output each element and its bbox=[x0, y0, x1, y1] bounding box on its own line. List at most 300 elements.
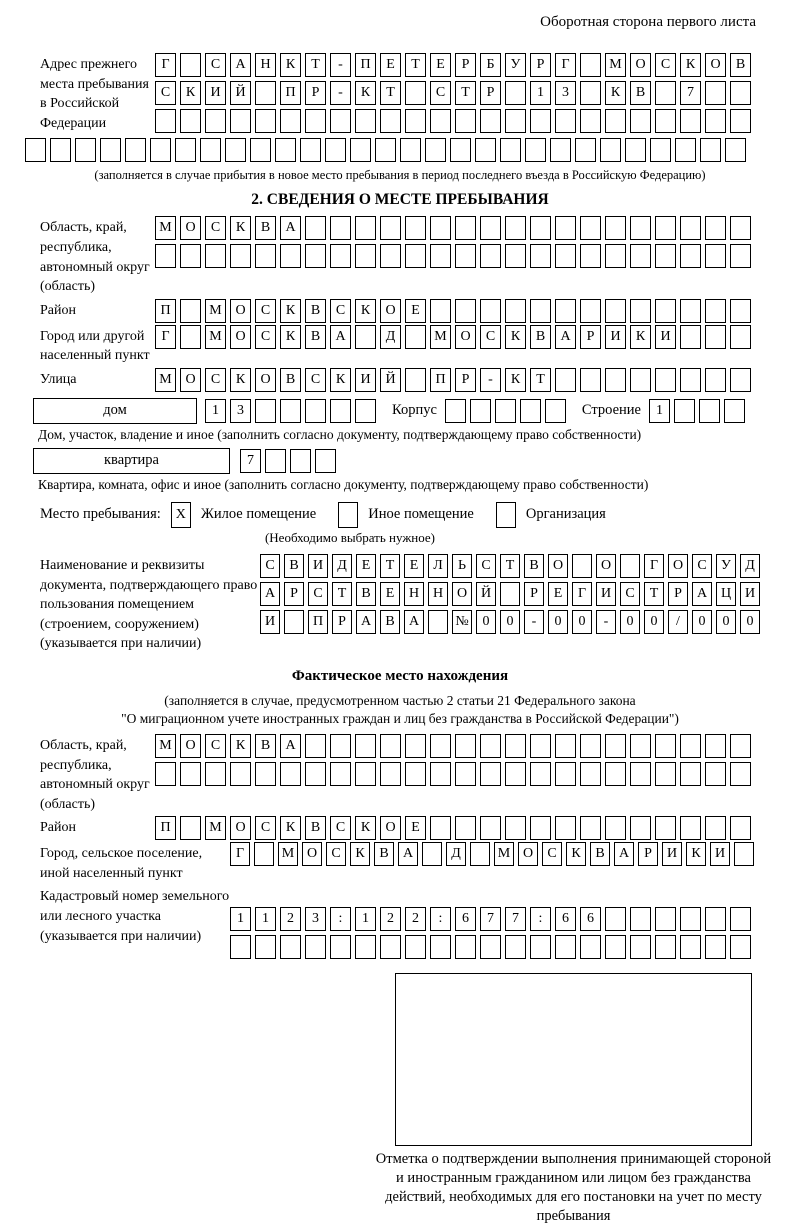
char-cell: Е bbox=[405, 816, 426, 840]
char-cell: Т bbox=[405, 53, 426, 77]
char-cell: М bbox=[205, 816, 226, 840]
char-cell: В bbox=[255, 734, 276, 758]
char-cell: - bbox=[524, 610, 544, 634]
char-cell bbox=[330, 935, 351, 959]
char-cell: С bbox=[692, 554, 712, 578]
char-cell: О bbox=[380, 299, 401, 323]
char-cell bbox=[405, 368, 426, 392]
char-cell: О bbox=[455, 325, 476, 349]
char-cell: С bbox=[255, 299, 276, 323]
char-cell bbox=[422, 842, 442, 866]
char-cell bbox=[425, 138, 446, 162]
char-cell bbox=[480, 244, 501, 268]
char-cell: 1 bbox=[530, 81, 551, 105]
char-cell: М bbox=[605, 53, 626, 77]
page-side-note: Оборотная сторона первого листа bbox=[540, 14, 756, 30]
char-cell: О bbox=[705, 53, 726, 77]
char-cell: Т bbox=[455, 81, 476, 105]
char-cell bbox=[305, 216, 326, 240]
char-cell: Р bbox=[524, 582, 544, 606]
fact-city-label: Город, сельское поселение, иной населенный пункт bbox=[40, 846, 203, 881]
kadastr-row-1 bbox=[230, 907, 751, 931]
char-cell: / bbox=[668, 610, 688, 634]
char-cell bbox=[730, 216, 751, 240]
char-cell bbox=[428, 610, 448, 634]
char-cell: : bbox=[530, 907, 551, 931]
document-row-2 bbox=[260, 582, 760, 606]
char-cell bbox=[180, 816, 201, 840]
char-cell: А bbox=[280, 216, 301, 240]
char-cell: М bbox=[205, 325, 226, 349]
char-cell: Е bbox=[548, 582, 568, 606]
char-cell: Г bbox=[572, 582, 592, 606]
char-cell bbox=[505, 299, 526, 323]
char-cell bbox=[530, 299, 551, 323]
char-cell: Р bbox=[530, 53, 551, 77]
char-cell: С bbox=[305, 368, 326, 392]
char-cell bbox=[605, 935, 626, 959]
char-cell: К bbox=[350, 842, 370, 866]
char-cell: 6 bbox=[580, 907, 601, 931]
char-cell: Г bbox=[644, 554, 664, 578]
char-cell: 0 bbox=[572, 610, 592, 634]
char-cell: А bbox=[404, 610, 424, 634]
oblast-label: Область, край, республика, автономный округ (область) bbox=[40, 220, 150, 295]
char-cell: И bbox=[655, 325, 676, 349]
char-cell bbox=[705, 299, 726, 323]
char-cell bbox=[580, 81, 601, 105]
char-cell: 0 bbox=[692, 610, 712, 634]
char-cell: О bbox=[452, 582, 472, 606]
char-cell bbox=[400, 138, 421, 162]
fact-oblast-row-1 bbox=[155, 734, 751, 758]
section2-title: 2. СВЕДЕНИЯ О МЕСТЕ ПРЕБЫВАНИЯ bbox=[251, 191, 549, 209]
char-cell bbox=[555, 299, 576, 323]
apartment-note: Квартира, комната, офис и иное (заполнить согласно документу, подтверждающему право собственности) bbox=[38, 476, 649, 492]
char-cell: Р bbox=[668, 582, 688, 606]
char-cell bbox=[480, 816, 501, 840]
char-cell bbox=[605, 762, 626, 786]
char-cell bbox=[125, 138, 146, 162]
char-cell: О bbox=[302, 842, 322, 866]
char-cell bbox=[470, 399, 491, 423]
char-cell: А bbox=[692, 582, 712, 606]
char-cell: О bbox=[548, 554, 568, 578]
char-cell bbox=[580, 734, 601, 758]
char-cell: О bbox=[230, 816, 251, 840]
char-cell: П bbox=[308, 610, 328, 634]
char-cell bbox=[405, 325, 426, 349]
char-cell bbox=[305, 734, 326, 758]
char-cell bbox=[705, 216, 726, 240]
char-cell: К bbox=[230, 734, 251, 758]
char-cell bbox=[305, 935, 326, 959]
char-cell: М bbox=[430, 325, 451, 349]
char-cell: С bbox=[480, 325, 501, 349]
char-cell: С bbox=[476, 554, 496, 578]
char-cell bbox=[530, 816, 551, 840]
char-cell bbox=[430, 816, 451, 840]
char-cell bbox=[405, 762, 426, 786]
char-cell: О bbox=[380, 816, 401, 840]
place-of-stay-label: Место пребывания: bbox=[40, 506, 161, 523]
char-cell bbox=[620, 554, 640, 578]
fact-note-2: "О миграционном учете иностранных граждан и лиц без гражданства в Российской Федерации") bbox=[121, 710, 679, 726]
char-cell bbox=[505, 734, 526, 758]
char-cell bbox=[200, 138, 221, 162]
checkbox-inoe bbox=[338, 502, 358, 528]
char-cell: Й bbox=[230, 81, 251, 105]
char-cell: 0 bbox=[620, 610, 640, 634]
char-cell bbox=[480, 299, 501, 323]
korpus-label: Корпус bbox=[392, 402, 437, 419]
char-cell: 1 bbox=[230, 907, 251, 931]
char-cell bbox=[555, 816, 576, 840]
char-cell bbox=[150, 138, 171, 162]
char-cell: Е bbox=[380, 53, 401, 77]
char-cell bbox=[505, 935, 526, 959]
char-cell bbox=[580, 244, 601, 268]
char-cell: А bbox=[356, 610, 376, 634]
char-cell bbox=[730, 109, 751, 133]
char-cell bbox=[355, 734, 376, 758]
prev-address-note: (заполняется в случае прибытия в новое место пребывания в период последнего въезда в Российскую Федерацию) bbox=[94, 168, 706, 183]
char-cell bbox=[530, 734, 551, 758]
street-row bbox=[155, 368, 751, 392]
city-label: Город или другой населенный пункт bbox=[40, 328, 150, 364]
fact-oblast-field bbox=[40, 734, 800, 814]
char-cell bbox=[630, 216, 651, 240]
char-cell bbox=[655, 368, 676, 392]
char-cell bbox=[680, 907, 701, 931]
char-cell bbox=[430, 216, 451, 240]
char-cell bbox=[680, 244, 701, 268]
char-cell: Ь bbox=[452, 554, 472, 578]
char-cell bbox=[280, 244, 301, 268]
char-cell bbox=[455, 816, 476, 840]
char-cell bbox=[705, 244, 726, 268]
char-cell: В bbox=[530, 325, 551, 349]
char-cell bbox=[505, 109, 526, 133]
char-cell: 3 bbox=[305, 907, 326, 931]
char-cell: И bbox=[260, 610, 280, 634]
char-cell: : bbox=[430, 907, 451, 931]
char-cell bbox=[405, 216, 426, 240]
char-cell: М bbox=[155, 216, 176, 240]
char-cell bbox=[480, 734, 501, 758]
char-cell bbox=[330, 399, 351, 423]
char-cell bbox=[430, 244, 451, 268]
char-cell: 6 bbox=[455, 907, 476, 931]
char-cell: А bbox=[260, 582, 280, 606]
char-cell: П bbox=[280, 81, 301, 105]
char-cell bbox=[680, 216, 701, 240]
char-cell: 1 bbox=[649, 399, 670, 423]
char-cell: С bbox=[620, 582, 640, 606]
char-cell bbox=[405, 244, 426, 268]
char-cell bbox=[455, 299, 476, 323]
char-cell bbox=[505, 762, 526, 786]
char-cell bbox=[605, 816, 626, 840]
char-cell: Б bbox=[480, 53, 501, 77]
char-cell bbox=[100, 138, 121, 162]
oblast-row-1 bbox=[155, 216, 751, 240]
char-cell bbox=[525, 138, 546, 162]
char-cell bbox=[275, 138, 296, 162]
char-cell: Р bbox=[580, 325, 601, 349]
char-cell bbox=[630, 907, 651, 931]
char-cell bbox=[630, 816, 651, 840]
char-cell bbox=[180, 53, 201, 77]
char-cell: М bbox=[155, 734, 176, 758]
char-cell bbox=[495, 399, 516, 423]
option-inoe-label: Иное помещение bbox=[368, 506, 474, 523]
char-cell: У bbox=[505, 53, 526, 77]
char-cell bbox=[380, 734, 401, 758]
char-cell bbox=[730, 816, 751, 840]
char-cell bbox=[500, 138, 521, 162]
char-cell: Р bbox=[305, 81, 326, 105]
char-cell: И bbox=[740, 582, 760, 606]
char-cell: И bbox=[605, 325, 626, 349]
char-cell: О bbox=[596, 554, 616, 578]
char-cell: Г bbox=[155, 53, 176, 77]
oblast-field bbox=[40, 216, 800, 296]
char-cell: Л bbox=[428, 554, 448, 578]
char-cell bbox=[155, 244, 176, 268]
char-cell bbox=[380, 109, 401, 133]
char-cell bbox=[580, 816, 601, 840]
char-cell bbox=[350, 138, 371, 162]
char-cell: Р bbox=[455, 53, 476, 77]
char-cell bbox=[255, 109, 276, 133]
char-cell bbox=[555, 762, 576, 786]
char-cell bbox=[730, 734, 751, 758]
char-cell bbox=[355, 216, 376, 240]
char-cell bbox=[605, 244, 626, 268]
char-cell: К bbox=[280, 325, 301, 349]
char-cell: 6 bbox=[555, 907, 576, 931]
char-cell: К bbox=[605, 81, 626, 105]
char-cell bbox=[230, 244, 251, 268]
char-cell: - bbox=[480, 368, 501, 392]
char-cell: О bbox=[630, 53, 651, 77]
char-cell: Д bbox=[332, 554, 352, 578]
char-cell bbox=[50, 138, 71, 162]
char-cell: И bbox=[596, 582, 616, 606]
char-cell bbox=[230, 935, 251, 959]
char-cell bbox=[674, 399, 695, 423]
char-cell bbox=[500, 582, 520, 606]
char-cell bbox=[380, 244, 401, 268]
char-cell: Т bbox=[530, 368, 551, 392]
char-cell bbox=[250, 138, 271, 162]
char-cell: С bbox=[205, 216, 226, 240]
char-cell bbox=[155, 762, 176, 786]
char-cell bbox=[605, 368, 626, 392]
char-cell: А bbox=[555, 325, 576, 349]
char-cell: О bbox=[180, 368, 201, 392]
char-cell bbox=[505, 81, 526, 105]
char-cell bbox=[455, 244, 476, 268]
kadastr-field bbox=[40, 885, 800, 959]
char-cell: - bbox=[330, 81, 351, 105]
char-cell: С bbox=[330, 299, 351, 323]
char-cell bbox=[605, 109, 626, 133]
char-cell: О bbox=[180, 216, 201, 240]
place-of-stay-note: (Необходимо выбрать нужное) bbox=[264, 529, 436, 545]
char-cell bbox=[355, 762, 376, 786]
char-cell: В bbox=[524, 554, 544, 578]
char-cell bbox=[405, 734, 426, 758]
fact-rayon-label: Район bbox=[40, 820, 76, 836]
char-cell bbox=[655, 907, 676, 931]
fact-oblast-label: Область, край, республика, автономный округ (область) bbox=[40, 737, 150, 812]
char-cell bbox=[280, 762, 301, 786]
char-cell: В bbox=[590, 842, 610, 866]
char-cell: Н bbox=[404, 582, 424, 606]
char-cell bbox=[605, 299, 626, 323]
char-cell bbox=[705, 325, 726, 349]
char-cell: 1 bbox=[205, 399, 226, 423]
char-cell bbox=[305, 399, 326, 423]
char-cell bbox=[655, 816, 676, 840]
char-cell bbox=[655, 935, 676, 959]
char-cell bbox=[470, 842, 490, 866]
char-cell: С bbox=[542, 842, 562, 866]
char-cell: И bbox=[308, 554, 328, 578]
char-cell: - bbox=[330, 53, 351, 77]
fact-rayon-field bbox=[40, 816, 800, 840]
char-cell: С bbox=[330, 816, 351, 840]
char-cell: 0 bbox=[644, 610, 664, 634]
char-cell bbox=[605, 734, 626, 758]
char-cell bbox=[355, 325, 376, 349]
char-cell bbox=[280, 935, 301, 959]
fact-city-field bbox=[40, 842, 800, 883]
char-cell: Т bbox=[332, 582, 352, 606]
char-cell bbox=[405, 81, 426, 105]
char-cell bbox=[355, 244, 376, 268]
char-cell bbox=[255, 935, 276, 959]
option-zhiloe-label: Жилое помещение bbox=[200, 506, 317, 523]
fact-note-1: (заполняется в случае, предусмотренном частью 2 статьи 21 Федерального закона bbox=[164, 692, 636, 708]
char-cell bbox=[630, 299, 651, 323]
char-cell bbox=[330, 109, 351, 133]
char-cell bbox=[530, 935, 551, 959]
apartment-cells bbox=[240, 449, 336, 473]
char-cell bbox=[175, 138, 196, 162]
char-cell bbox=[580, 53, 601, 77]
char-cell bbox=[450, 138, 471, 162]
char-cell bbox=[705, 762, 726, 786]
char-cell: 7 bbox=[680, 81, 701, 105]
char-cell: В bbox=[356, 582, 376, 606]
char-cell bbox=[480, 935, 501, 959]
char-cell bbox=[730, 299, 751, 323]
char-cell bbox=[505, 816, 526, 840]
char-cell: О bbox=[230, 299, 251, 323]
char-cell: Ц bbox=[716, 582, 736, 606]
document-label: Наименование и реквизиты документа, подтверждающего право пользования помещением (строением, сооружением) (указывается при наличии) bbox=[40, 557, 258, 652]
option-organizatsiya-label: Организация bbox=[525, 506, 606, 523]
char-cell bbox=[550, 138, 571, 162]
char-cell bbox=[730, 907, 751, 931]
char-cell bbox=[680, 816, 701, 840]
char-cell bbox=[655, 109, 676, 133]
char-cell: А bbox=[280, 734, 301, 758]
document-field bbox=[40, 554, 800, 654]
rayon-field bbox=[40, 299, 800, 323]
checkbox-zhiloe: X bbox=[171, 502, 191, 528]
apartment-row bbox=[33, 448, 800, 474]
rayon-label: Район bbox=[40, 302, 76, 318]
char-cell bbox=[630, 734, 651, 758]
char-cell: К bbox=[355, 816, 376, 840]
char-cell: П bbox=[355, 53, 376, 77]
stroenie-label: Строение bbox=[581, 402, 641, 419]
stroenie-cells bbox=[649, 399, 745, 423]
char-cell: М bbox=[205, 299, 226, 323]
char-cell bbox=[380, 762, 401, 786]
char-cell: 3 bbox=[230, 399, 251, 423]
char-cell: 1 bbox=[355, 907, 376, 931]
char-cell bbox=[655, 81, 676, 105]
char-cell bbox=[445, 399, 466, 423]
char-cell bbox=[505, 244, 526, 268]
char-cell bbox=[655, 762, 676, 786]
char-cell: П bbox=[430, 368, 451, 392]
char-cell: С bbox=[205, 53, 226, 77]
char-cell: Е bbox=[356, 554, 376, 578]
char-cell bbox=[655, 244, 676, 268]
fact-title: Фактическое место нахождения bbox=[291, 667, 509, 684]
char-cell: 3 bbox=[555, 81, 576, 105]
char-cell: В bbox=[305, 816, 326, 840]
char-cell bbox=[605, 216, 626, 240]
char-cell bbox=[725, 138, 746, 162]
char-cell: П bbox=[155, 299, 176, 323]
char-cell bbox=[655, 299, 676, 323]
char-cell: О bbox=[518, 842, 538, 866]
char-cell: 7 bbox=[240, 449, 261, 473]
char-cell: 0 bbox=[500, 610, 520, 634]
char-cell bbox=[605, 907, 626, 931]
char-cell bbox=[580, 109, 601, 133]
char-cell bbox=[255, 244, 276, 268]
char-cell: Г bbox=[230, 842, 250, 866]
char-cell bbox=[530, 762, 551, 786]
char-cell: В bbox=[380, 610, 400, 634]
char-cell: С bbox=[255, 325, 276, 349]
char-cell: К bbox=[680, 53, 701, 77]
char-cell bbox=[205, 762, 226, 786]
char-cell: 7 bbox=[505, 907, 526, 931]
char-cell: Е bbox=[380, 582, 400, 606]
char-cell: 0 bbox=[476, 610, 496, 634]
char-cell: В bbox=[305, 325, 326, 349]
char-cell: Т bbox=[305, 53, 326, 77]
char-cell bbox=[380, 216, 401, 240]
char-cell bbox=[330, 244, 351, 268]
char-cell bbox=[600, 138, 621, 162]
char-cell bbox=[405, 935, 426, 959]
house-note: Дом, участок, владение и иное (заполнить согласно документу, подтверждающему право собственности) bbox=[38, 426, 642, 442]
char-cell bbox=[580, 762, 601, 786]
prev-address-field bbox=[40, 53, 800, 133]
char-cell: 2 bbox=[380, 907, 401, 931]
char-cell bbox=[520, 399, 541, 423]
